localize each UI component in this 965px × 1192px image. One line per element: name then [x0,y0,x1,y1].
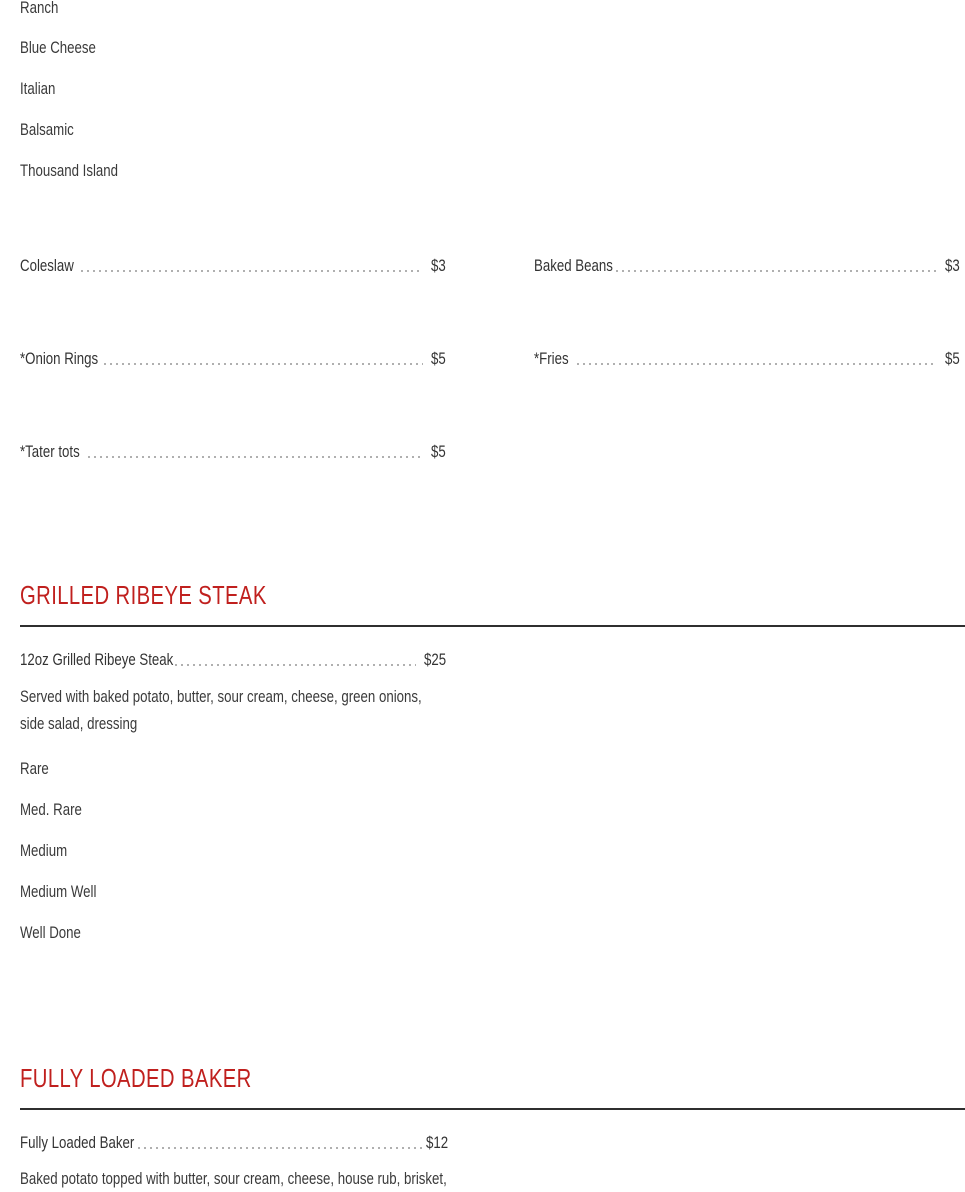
item-name: 12oz Grilled Ribeye Steak [20,650,174,669]
temp-option-med-rare[interactable] [20,800,99,820]
dot-leader [173,664,416,666]
menu-item-coleslaw[interactable] [20,254,446,276]
temp-label: Rare [20,759,49,778]
dressing-option-balsamic[interactable] [20,120,89,140]
dot-leader [86,456,423,458]
temp-label: Well Done [20,923,81,942]
menu-item-tater-tots[interactable] [20,440,446,462]
dot-leader [614,270,937,272]
section-title-text: GRILLED RIBEYE STEAK [20,580,267,610]
item-name: *Tater tots [20,442,80,461]
dressing-label: Thousand Island [20,161,119,180]
dressing-option-thousand-island[interactable] [20,161,146,181]
item-name: Coleslaw [20,256,74,275]
temp-option-well-done[interactable] [20,923,98,943]
item-name: *Fries [534,349,569,368]
item-description: Served with baked potato, butter, sour cream, cheese, green onions, side salad, dressing [20,687,422,733]
section-title-ribeye [20,580,336,610]
dressing-option-blue-cheese[interactable] [20,38,117,58]
item-description: Baked potato topped with butter, sour cream, cheese, house rub, brisket, [20,1169,447,1188]
dressing-label: Italian [20,79,56,98]
temp-option-medium-well[interactable] [20,882,118,902]
dressing-label: Blue Cheese [20,38,96,57]
menu-item-baked-beans[interactable] [534,254,960,276]
temp-option-medium[interactable] [20,841,80,861]
item-price: $12 [426,1133,449,1152]
dot-leader [79,270,423,272]
menu-item-onion-rings[interactable] [20,347,446,369]
dressing-label: Ranch [20,0,59,17]
section-title-text: FULLY LOADED BAKER [20,1063,252,1093]
item-price: $5 [431,349,446,368]
menu-item-fully-loaded-baker[interactable] [20,1131,449,1153]
item-price: $3 [945,256,960,275]
dressing-label: Balsamic [20,120,74,139]
temp-label: Med. Rare [20,800,82,819]
item-price: $3 [431,256,446,275]
temp-label: Medium Well [20,882,97,901]
item-price: $25 [424,650,447,669]
section-title-baker [20,1063,317,1093]
temp-option-rare[interactable] [20,759,57,779]
dot-leader [102,363,423,365]
menu-item-fries[interactable] [534,347,960,369]
dressing-option-ranch[interactable] [20,0,69,18]
dressing-option-italian[interactable] [20,79,65,99]
section-divider [20,625,965,627]
item-name: Fully Loaded Baker [20,1133,135,1152]
item-name: Baked Beans [534,256,613,275]
item-name: *Onion Rings [20,349,99,368]
temp-label: Medium [20,841,68,860]
dot-leader [136,1147,423,1149]
section-divider [20,1108,965,1110]
menu-item-ribeye-steak[interactable] [20,648,446,670]
item-price: $5 [945,349,960,368]
item-price: $5 [431,442,446,461]
dot-leader [575,363,937,365]
